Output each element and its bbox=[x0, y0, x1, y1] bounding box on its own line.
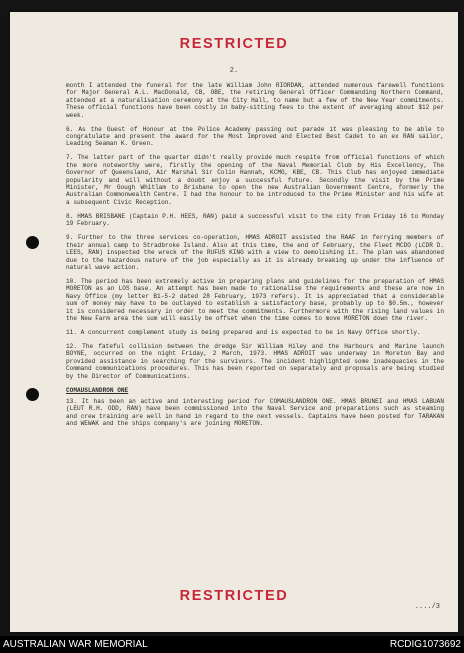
punch-hole-top bbox=[26, 236, 39, 249]
paragraph: 10. The period has been extremely active in preparing plans and guidelines for the preparation of HMAS MORETON as an LOS base. An attempt has been made to rationalise the requirements and these are now in Navy Office (my letter B1-5-2 dated 28 February, 1973 refers). It is appreciated that a considerable sum of money may have to be outlayed to establish a satisfactory base, probably up to $0.5m., however it is considered necessary in order to meet the commitments. Furthermore with the rising land values in the New Farm area the sum will easily be offset when the time comes to move MORETON down the river. bbox=[66, 277, 444, 322]
document-page bbox=[10, 12, 458, 632]
paragraph: 9. Further to the three services co-operation, HMAS ADROIT assisted the RAAF in ferrying members of their annual camp to Stradbroke Island. Also at this time, the end of February, the Fleet MCDO (LCDR D. LEES, RAN) inspected the wreck of the RUFUS KING with a view to demolishing it. The plan was abandoned due to the hazardous nature of the job especially as it is already breaking up under the influence of natural wave action. bbox=[66, 234, 444, 271]
paragraph: 12. The fateful collision between the dredge Sir William Hiley and the Harbours and Marine launch BOYNE, occurred on the night Friday, 2 March, 1973. HMAS ADROIT was underway in Moreton Bay and provided assistance in searching for the survivors. The incident highlighted some inadequacies in the Command communications procedures. This has been reported on separately and proposals are being studied by the Director of Communications. bbox=[66, 342, 444, 380]
continuation-mark: ..../3 bbox=[414, 603, 440, 611]
page-number: 2. bbox=[229, 67, 239, 75]
paragraph: 8. HMAS BRISBANE (Captain P.H. HEES, RAN) paid a successful visit to the city from Friday 16 to Monday 19 February. bbox=[66, 212, 444, 228]
paragraph: 13. It has been an active and interesting period for COMAUSLANDRON ONE. HMAS BRUNEI and HMAS LABUAN (LEUT R.H. ODD, RAN) have been commissioned into the Naval Service and preparations such as steaming and crew training are well in hand in regard to the next vessels. Captains have been posted for TARAKAN and WEWAK and the ships company's are joining MORETON. bbox=[66, 397, 444, 428]
paragraph: month I attended the funeral for the late William John RIORDAN, attended numerous farewell functions for Major General A.L. MacDonald, CB, OBE, the retiring General Officer Commanding Northern Command, attended at a naturalisation ceremony at the City Hall, to name but a few of the New Year commitments. These official functions have been costly in baby-sitting fees to the extent of averaging about $12 per week. bbox=[66, 82, 444, 119]
archive-footer-bar bbox=[0, 636, 464, 653]
restricted-header-stamp: RESTRICTED bbox=[179, 36, 289, 52]
section-heading: COMAUSLANDRON ONE bbox=[66, 386, 129, 394]
restricted-footer-stamp: RESTRICTED bbox=[179, 588, 289, 604]
archive-name: AUSTRALIAN WAR MEMORIAL bbox=[3, 639, 148, 650]
paragraph: 6. As the Guest of Honour at the Police Academy passing out parade it was pleasing to be able to congratulate and present the award for the Most Improved and Elected Best Cadet to an ex RAN sailor, Leading Seaman K. Green. bbox=[66, 125, 444, 148]
document-body bbox=[66, 82, 444, 434]
paragraph: 11. A concurrent complement study is being prepared and is expected to be in Navy Office shortly. bbox=[66, 328, 421, 336]
archive-reference: RCDIG1073692 bbox=[389, 639, 461, 650]
punch-hole-bottom bbox=[26, 388, 39, 401]
paragraph: 7. The latter part of the quarter didn't really provide much respite from official functions of which the more noteworthy were, firstly the opening of the Naval Memorial Club by His Excellency, The Governor of Queensland, Air Marshal Sir Colin Hannah, KCMG, KBE, CB. This Club has enjoyed immediate popularity and will without a doubt enjoy a successful future. Secondly the visit by the Prime Minister, Mr Gough Whitlam to Brisbane to open the new Australian Government Centre, formerly the Australian Commonwealth Centre. I had the honour to be introduced to the Prime Minister and his wife at a subsequent Civic Reception. bbox=[66, 154, 444, 206]
